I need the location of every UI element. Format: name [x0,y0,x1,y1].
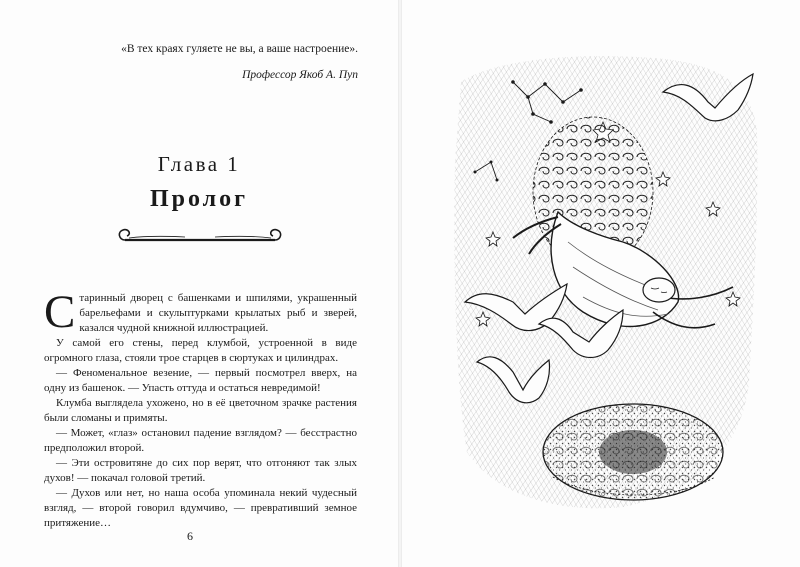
flourish-ornament-icon [115,218,285,248]
paragraph: Клумба выглядела ухожено, но в её цветочном зрачке растения были сломаны и примяты. [44,397,357,424]
paragraph: — Духов или нет, но наша особа упоминала некий чудесный взгляд, — второй говорил вдумчиво, — превративший земное притяжение… [44,487,357,529]
paragraph: — Феноменальное везение, — первый посмотрел вверх, на одну из башенок. — Упасть оттуда и остаться невредимой! [44,367,357,394]
paragraph: — Эти островитяне до сих пор верят, что отгоняют так злых духов! — покачал головой третий. [44,457,357,484]
epigraph [121,44,358,81]
paragraph-text: таринный дворец с башенками и шпилями, украшенный барельефами и скульптурками крылатых рыб и зверей, казался чудной книжной иллюстрацией. [79,292,357,334]
left-page [0,0,398,567]
drop-cap: С [44,286,76,338]
paragraph [44,286,357,338]
chapter-title: Пролог [149,186,249,212]
paragraph: — Может, «глаз» остановил падение взглядом? — бесстрастно предположил второй. [44,427,357,454]
epigraph-author: Профессор Якоб А. Пуп [242,68,358,81]
paragraph: У самой его стены, перед клумбой, устроенной в виде огромного глаза, стояли трое старцев в сюртуках и цилиндрах. [44,337,357,364]
epigraph-quote: «В тех краях гуляете не вы, а ваше настроение». [121,43,358,55]
chapter-body [44,286,357,531]
chapter-label: Глава 1 [157,152,241,176]
flying-girl-illustration-icon [453,52,759,515]
page-number: 6 [187,529,193,543]
